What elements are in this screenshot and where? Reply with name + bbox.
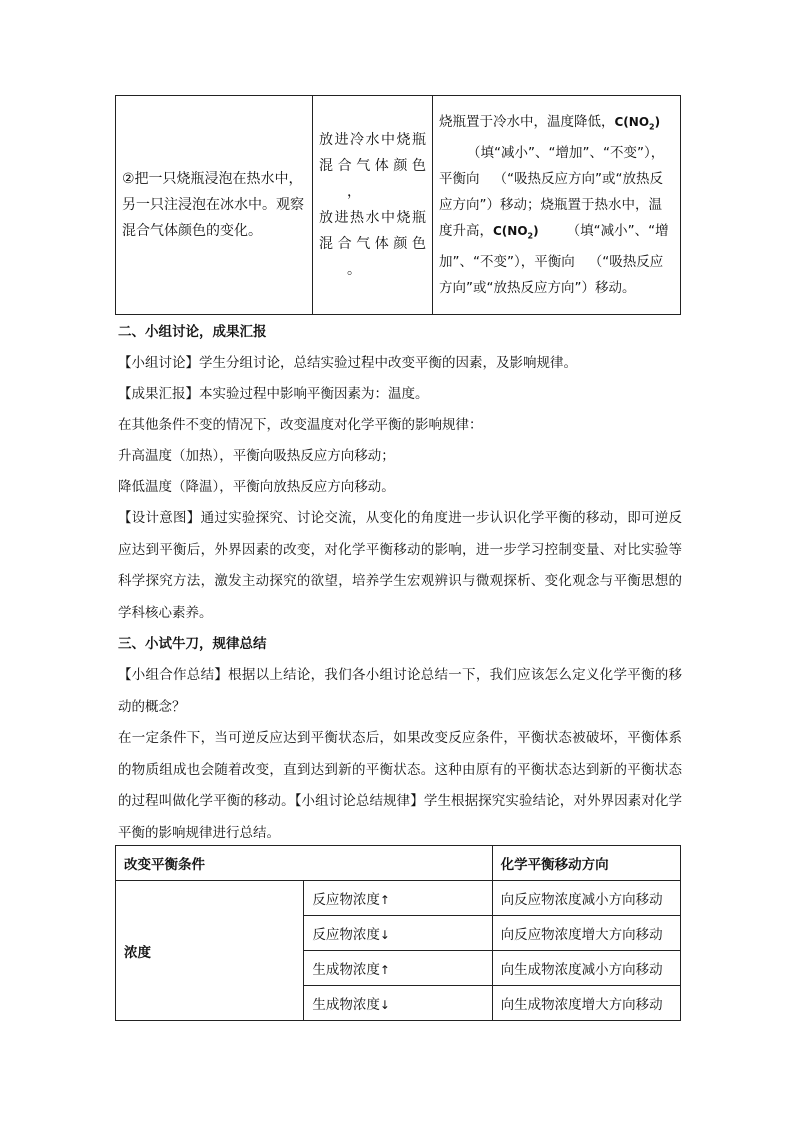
section3-cooperation: 【小组合作总结】根据以上结论，我们各小组讨论总结一下，我们应该怎么定义化学平衡的移动的概念？ bbox=[118, 667, 682, 715]
chem-no2-1: $C(NO_2)$ bbox=[614, 114, 661, 131]
experiment-phenomenon-cell bbox=[313, 96, 433, 315]
rule-table bbox=[115, 845, 681, 1021]
section2-design-intent: 【设计意图】通过实验探究、讨论交流，从变化的角度进一步认识化学平衡的移动，即可逆反应达到平衡后，外界因素的改变，对化学平衡移动的影响，进一步学习控制变量、对比实验等科学探究方法，激发主动探究的欲望，培养学生宏观辨识与微观探析、变化观念与平衡思想的学科核心素养。 bbox=[118, 510, 682, 621]
arrow-up-icon: ↑ bbox=[379, 893, 390, 907]
direction-cell: 向反应物浓度减小方向移动 bbox=[492, 881, 680, 916]
section2-discussion: 【小组讨论】学生分组讨论，总结实验过程中改变平衡的因素，及影响规律。 bbox=[118, 355, 577, 371]
conclusion-part-1: 烧瓶置于冷水中，温度降低， bbox=[439, 113, 615, 130]
phenomenon-hot-punct: 。 bbox=[347, 262, 361, 278]
condition-cell: 生成物浓度↑ bbox=[304, 951, 492, 986]
phenomenon-cold-punct: ， bbox=[347, 184, 361, 200]
experiment-step-cell bbox=[116, 96, 313, 315]
condition-cell: 生成物浓度↓ bbox=[304, 986, 492, 1021]
section2-rule-up: 升高温度（加热），平衡向吸热反应方向移动； bbox=[118, 448, 395, 464]
arrow-up-icon: ↑ bbox=[379, 963, 390, 977]
section2-rule-down: 降低温度（降温），平衡向放热反应方向移动。 bbox=[118, 479, 395, 495]
conclusion-part-2: （填“减小”、“增加”、“不变”），平衡向 bbox=[439, 145, 665, 187]
phenomenon-cold-text: 放进冷水中烧瓶混合气体颜色 bbox=[319, 132, 426, 174]
section2-rule-intro: 在其他条件不变的情况下，改变温度对化学平衡的影响规律： bbox=[118, 417, 483, 433]
group-label-concentration: 浓度 bbox=[116, 881, 304, 1021]
experiment-conclusion-cell bbox=[433, 96, 681, 315]
condition-cell: 反应物浓度↓ bbox=[304, 916, 492, 951]
direction-cell: 向生成物浓度增大方向移动 bbox=[492, 986, 680, 1021]
arrow-down-icon: ↓ bbox=[379, 928, 390, 942]
header-condition: 改变平衡条件 bbox=[116, 846, 493, 881]
phenomenon-hot-text: 放进热水中烧瓶混合气体颜色 bbox=[319, 210, 426, 252]
direction-cell: 向反应物浓度增大方向移动 bbox=[492, 916, 680, 951]
experiment-row bbox=[116, 96, 681, 315]
conclusion-part-4: （填“减小”、“增加”、“不变”），平衡向 bbox=[439, 223, 669, 271]
section3-definition: 在一定条件下，当可逆反应达到平衡状态后，如果改变反应条件，平衡状态被破坏，平衡体系的物质组成也会随着改变，直到达到新的平衡状态。这种由原有的平衡状态达到新的平衡状态的过程叫做化学平衡的移动。【小组讨论总结规律】学生根据探究实验结论，对外界因素对化学平衡的影响规律进行总结。 bbox=[118, 730, 682, 841]
chem-no2-2: $C(NO_2)$ bbox=[493, 224, 539, 241]
conclusion-part-3: （“吸热反应方向”或“放热反应方向”）移动；烧瓶置于热水中，温度升高， bbox=[439, 171, 663, 239]
section3-heading: 三、小试牛刀，规律总结 bbox=[118, 636, 267, 652]
condition-cell: 反应物浓度↑ bbox=[304, 881, 492, 916]
conclusion-part-5: （“吸热反应方向”或“放热反应方向”）移动。 bbox=[439, 254, 664, 297]
arrow-down-icon: ↓ bbox=[379, 998, 390, 1012]
direction-cell: 向生成物浓度减小方向移动 bbox=[492, 951, 680, 986]
experiment-table bbox=[115, 95, 681, 315]
experiment-step-text: ②把一只烧瓶浸泡在热水中，另一只注浸泡在冰水中。观察混合气体颜色的变化。 bbox=[122, 171, 304, 239]
section2-report: 【成果汇报】本实验过程中影响平衡因素为：温度。 bbox=[118, 386, 429, 402]
table-row bbox=[116, 881, 681, 916]
section2-heading: 二、小组讨论，成果汇报 bbox=[118, 324, 267, 340]
header-direction: 化学平衡移动方向 bbox=[492, 846, 680, 881]
rule-table-header bbox=[116, 846, 681, 881]
